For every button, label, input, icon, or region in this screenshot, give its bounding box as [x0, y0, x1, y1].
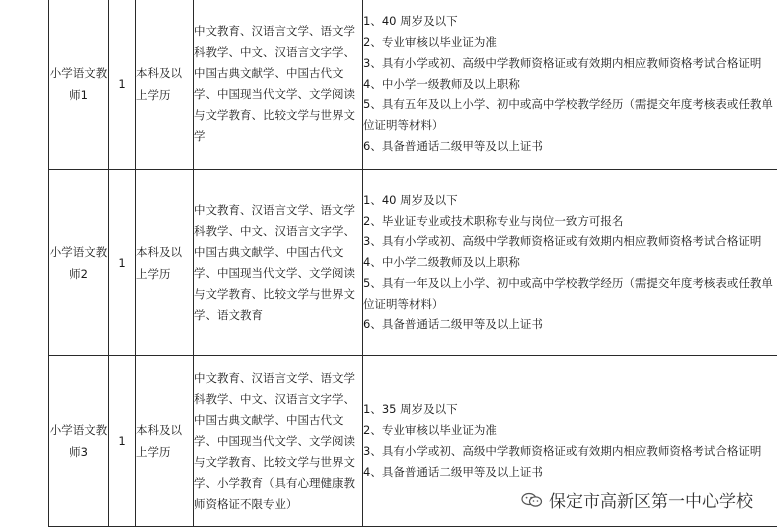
education-cell: 本科及以上学历 — [136, 356, 194, 527]
requirement-item: 6、具备普通话二级甲等及以上证书 — [363, 317, 543, 332]
education-cell: 本科及以上学历 — [136, 0, 194, 170]
requirement-item: 4、中小学一级教师及以上职称 — [363, 76, 520, 91]
wechat-icon — [521, 492, 543, 508]
table-row — [49, 170, 777, 356]
requirement-item: 4、中小学二级教师及以上职称 — [363, 255, 520, 270]
position-cell: 小学语文教师1 — [49, 0, 109, 170]
count-cell: 1 — [109, 170, 136, 356]
requirement-item: 2、专业审核以毕业证为准 — [363, 423, 497, 438]
count-cell: 1 — [109, 356, 136, 527]
watermark — [517, 485, 757, 514]
recruitment-table — [48, 0, 777, 527]
requirement-item: 3、具有小学或初、高级中学教师资格证或有效期内相应教师资格考试合格证明 — [363, 444, 762, 458]
requirement-item: 4、具备普通话二级甲等及以上证书 — [363, 464, 543, 479]
requirement-item: 3、具有小学或初、高级中学教师资格证或有效期内相应教师资格考试合格证明 — [363, 234, 762, 249]
requirement-item: 6、具备普通话二级甲等及以上证书 — [363, 138, 543, 153]
majors-cell: 中文教育、汉语言文学、语文学科教学、中文、汉语言文字学、中国古典文献学、中国古代文学、中国现当代文学、文学阅读与文学教育、比较文学与世界文学 — [194, 0, 363, 170]
requirement-item: 5、具有一年及以上小学、初中或高中学校教学经历（需提交年度考核表或任教单位证明等材料） — [363, 275, 773, 311]
education-cell: 本科及以上学历 — [136, 170, 194, 356]
table-row — [49, 0, 777, 170]
majors-cell: 中文教育、汉语言文学、语文学科教学、中文、汉语言文字学、中国古典文献学、中国古代文学、中国现当代文学、文学阅读与文学教育、比较文学与世界文学、小学教育（具有心理健康教师资格证不限专业） — [194, 356, 363, 527]
position-cell: 小学语文教师3 — [49, 356, 109, 527]
requirements-cell — [363, 0, 777, 170]
requirement-item: 5、具有五年及以上小学、初中或高中学校教学经历（需提交年度考核表或任教单位证明等材料） — [363, 97, 773, 133]
requirements-cell — [363, 170, 777, 356]
requirement-item: 3、具有小学或初、高级中学教师资格证或有效期内相应教师资格考试合格证明 — [363, 55, 762, 70]
requirement-item: 2、专业审核以毕业证为准 — [363, 35, 497, 49]
majors-cell: 中文教育、汉语言文学、语文学科教学、中文、汉语言文字学、中国古典文献学、中国古代文学、中国现当代文学、文学阅读与文学教育、比较文学与世界文学、语文教育 — [194, 170, 363, 356]
requirement-item: 1、35 周岁及以下 — [363, 402, 458, 417]
requirement-item: 1、40 周岁及以下 — [363, 14, 458, 29]
watermark-text: 保定市高新区第一中心学校 — [549, 492, 753, 512]
requirement-item: 2、毕业证专业或技术职称专业与岗位一致方可报名 — [363, 213, 624, 228]
position-cell: 小学语文教师2 — [49, 170, 109, 356]
count-cell: 1 — [109, 0, 136, 170]
requirement-item: 1、40 周岁及以下 — [363, 192, 458, 207]
